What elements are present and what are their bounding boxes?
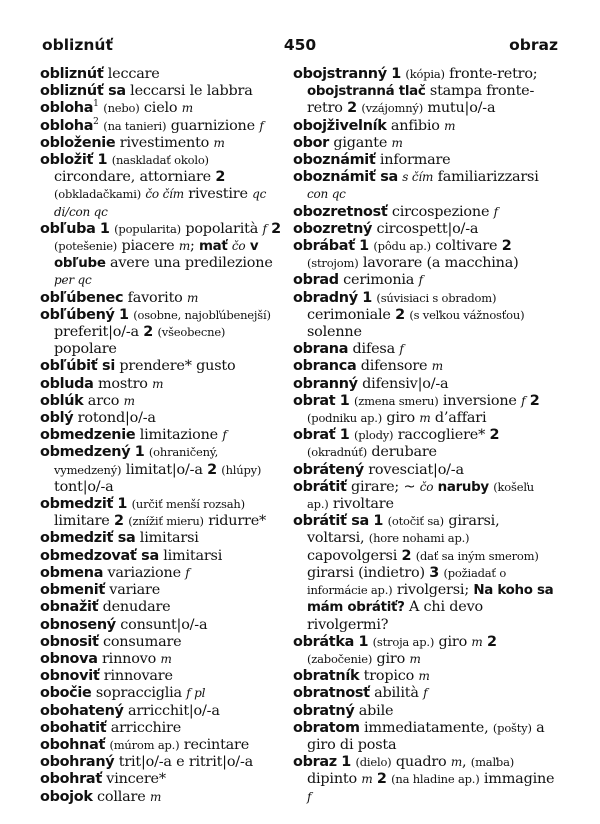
dictionary-entry	[40, 427, 288, 444]
entry-headword: obrátiť sa	[293, 513, 369, 530]
dictionary-entry	[40, 651, 288, 668]
entry-translation: rivestimento m	[115, 134, 225, 151]
entry-translation: anfibio m	[386, 117, 456, 134]
dictionary-entry	[40, 668, 288, 685]
entry-translation: limitazione f	[135, 427, 227, 444]
entry-translation: 1 (osobne, najobľúbenejší) preferit|o/-a 2 (všeobecne) popolare	[54, 306, 271, 358]
dictionary-entry	[293, 221, 555, 238]
guide-word-right: obraz	[509, 36, 558, 54]
entry-headword: obnoviť	[40, 668, 100, 685]
entry-translation: rinnovo m	[97, 650, 172, 667]
entry-translation: 1 (zmena smeru) inversione f 2 (podniku ap.) giro m d’affari	[307, 392, 540, 427]
entry-headword: obnosiť	[40, 633, 99, 650]
entry-headword: obohrať	[40, 771, 102, 788]
entry-headword: obojživelník	[293, 117, 387, 134]
entry-headword: obmena	[40, 564, 104, 581]
entry-translation: favorito m	[123, 289, 199, 306]
entry-translation: consunt|o/-a	[115, 616, 208, 633]
dictionary-entry	[40, 737, 288, 754]
entry-translation: consumare	[98, 633, 182, 650]
entry-headword: obnosený	[40, 616, 116, 633]
entry-translation: abilità f	[369, 685, 428, 702]
entry-translation: difensiv|o/-a	[357, 375, 449, 392]
entry-translation: (na tanieri) guarnizione f	[103, 117, 264, 134]
entry-headword: obojstranný	[293, 66, 387, 82]
entry-translation: vincere*	[101, 771, 166, 788]
dictionary-entry	[40, 393, 288, 410]
dictionary-entry	[40, 754, 288, 771]
dictionary-entry	[293, 634, 555, 668]
entry-translation: informare	[375, 152, 451, 169]
dictionary-entry	[293, 720, 555, 754]
dictionary-entry	[293, 118, 555, 135]
dictionary-entry	[40, 358, 288, 375]
entry-translation: trit|o/-a e ritrit|o/-a	[114, 754, 253, 771]
entry-translation: difensore m	[356, 358, 443, 375]
entry-headword: obmedziť sa	[40, 530, 136, 547]
entry-translation: leccarsi le labbra	[125, 83, 253, 100]
homonym-number: 1	[93, 99, 99, 110]
dictionary-entry	[40, 496, 288, 530]
dictionary-entry	[40, 617, 288, 634]
page-header	[40, 36, 560, 58]
left-column	[40, 66, 288, 806]
entry-translation: 1 (ohraničený, vymedzený) limitat|o/-a 2 (hlúpy) tont|o/-a	[54, 444, 262, 495]
dictionary-entry	[293, 238, 555, 272]
entry-headword: obliznúť sa	[40, 83, 126, 100]
entry-headword: obrat	[293, 392, 336, 409]
entry-headword: obor	[293, 134, 329, 151]
entry-translation: variazione f	[103, 564, 190, 581]
entry-translation: prendere* gusto	[114, 358, 236, 375]
entry-translation: leccare	[103, 66, 160, 82]
entry-translation: sopracciglia f pl	[91, 685, 206, 702]
dictionary-entry	[40, 118, 288, 135]
dictionary-entry	[293, 341, 555, 358]
entry-translation: 1 (súvisiaci s obradom) cerimoniale 2 (s veľkou vážnosťou) solenne	[307, 289, 525, 341]
entry-translation: 1 (otočiť sa) girarsi, voltarsi, (hore nohami ap.) capovolgersi 2 (dať sa iným smerom) girarsi (indietro) 3 (požiadať o informácie ap.) rivolgersi; Na koho sa mám obrátiť? A chi devo rivolgermi?	[307, 513, 554, 633]
dictionary-entry	[40, 565, 288, 582]
dictionary-entry	[293, 135, 555, 152]
dictionary-entry	[40, 290, 288, 307]
entry-headword: obľúbiť si	[40, 358, 115, 375]
dictionary-entry	[293, 152, 555, 169]
dictionary-entry	[293, 668, 555, 685]
dictionary-entry	[40, 100, 288, 117]
entry-translation: limitarsi	[158, 547, 223, 564]
entry-headword: obnova	[40, 650, 98, 667]
dictionary-entry	[40, 548, 288, 565]
dictionary-entry	[40, 685, 288, 702]
entry-headword: obohnať	[40, 736, 106, 753]
entry-headword: obratník	[293, 668, 360, 685]
entry-translation: (múrom ap.) recintare	[109, 736, 250, 753]
entry-translation: variare	[104, 582, 161, 599]
entry-headword: obohatiť	[40, 719, 107, 736]
entry-headword: obloženie	[40, 134, 116, 151]
entry-headword: obozretnosť	[293, 203, 388, 220]
dictionary-entry	[40, 444, 288, 496]
entry-headword: obrana	[293, 341, 349, 358]
dictionary-entry	[293, 513, 555, 633]
homonym-number: 2	[93, 116, 99, 127]
dictionary-entry	[40, 599, 288, 616]
dictionary-entry	[293, 290, 555, 342]
dictionary-entry	[40, 530, 288, 547]
dictionary-entry	[293, 376, 555, 393]
entry-headword: obmedzenie	[40, 427, 136, 444]
entry-headword: obrátiť	[293, 478, 347, 495]
dictionary-entry	[293, 393, 555, 427]
entry-headword: obranný	[293, 375, 358, 392]
entry-headword: obmedzený	[40, 444, 131, 461]
entry-headword: obľuba	[40, 220, 96, 237]
dictionary-entry	[293, 462, 555, 479]
dictionary-entry	[40, 789, 288, 806]
entry-headword: obrať	[293, 427, 336, 444]
page-number: 450	[283, 36, 317, 54]
entry-headword: oblý	[40, 410, 74, 427]
entry-headword: obľúbenec	[40, 289, 124, 306]
entry-headword: obluda	[40, 375, 94, 392]
entry-headword: obrátka	[293, 633, 355, 650]
dictionary-entry	[293, 685, 555, 702]
entry-translation: rinnovare	[99, 668, 173, 685]
entry-translation: arricchire	[106, 719, 182, 736]
entry-translation: s čím familiarizzarsi con qc	[307, 169, 539, 202]
entry-translation: limitarsi	[135, 530, 199, 547]
dictionary-entry	[40, 376, 288, 393]
entry-headword: obraz	[293, 754, 337, 771]
entry-translation: arricchit|o/-a	[123, 702, 220, 719]
entry-translation: 1 (určiť menší rozsah) limitare 2 (znížiť mieru) ridurre*	[54, 496, 267, 530]
entry-translation: difesa f	[348, 341, 404, 358]
entry-translation: arco m	[83, 392, 135, 409]
dictionary-entry	[40, 83, 288, 100]
dictionary-entry	[40, 135, 288, 152]
entry-headword: obratnosť	[293, 685, 370, 702]
dictionary-entry	[293, 427, 555, 461]
entry-translation: girare; ~ čo naruby (košeľu ap.) rivoltare	[307, 478, 535, 513]
entry-headword: obočie	[40, 685, 92, 702]
right-column	[293, 66, 555, 806]
dictionary-entry	[40, 221, 288, 290]
entry-headword: oboznámiť	[293, 152, 376, 169]
entry-translation: mostro m	[93, 375, 164, 392]
entry-headword: obnažiť	[40, 599, 99, 616]
entry-headword: obrátený	[293, 461, 364, 478]
entry-headword: obľúbený	[40, 306, 115, 323]
dictionary-entry	[293, 66, 555, 118]
entry-translation: rovesciat|o/-a	[363, 461, 464, 478]
entry-headword: oboznámiť sa	[293, 169, 398, 186]
entry-headword: obozretný	[293, 220, 373, 237]
entry-translation: (nebo) cielo m	[103, 100, 193, 117]
dictionary-entry	[293, 479, 555, 513]
entry-translation: cerimonia f	[338, 272, 423, 289]
entry-headword: obrad	[293, 272, 339, 289]
entry-translation: 1 (popularita) popolarità f 2 (potešenie) piacere m; mať čo v obľube avere una predilezione per qc	[54, 220, 281, 288]
dictionary-entry	[40, 582, 288, 599]
entry-headword: obloha	[40, 100, 94, 117]
dictionary-entry	[293, 169, 555, 203]
entry-headword: obrábať	[293, 238, 355, 255]
dictionary-entry	[40, 634, 288, 651]
dictionary-entry	[40, 410, 288, 427]
entry-translation: 1 (kópia) fronte-retro; obojstranná tlač stampa fronte-retro 2 (vzájomný) mutu|o/-a	[307, 66, 538, 117]
entry-headword: obmedziť	[40, 496, 114, 513]
entry-headword: obranca	[293, 358, 357, 375]
entry-translation: collare m	[92, 788, 162, 805]
entry-translation: denudare	[98, 599, 171, 616]
entry-translation: 1 (stroja ap.) giro m 2 (zabočenie) giro m	[307, 633, 497, 667]
entry-translation: circospezione f	[387, 203, 498, 220]
entry-translation: abile	[354, 702, 394, 719]
dictionary-entry	[293, 754, 555, 806]
entry-translation: immediatamente, (pošty) a giro di posta	[307, 719, 545, 753]
entry-translation: 1 (pôdu ap.) coltivare 2 (strojom) lavorare (a macchina)	[307, 238, 519, 272]
entry-headword: obohatený	[40, 702, 124, 719]
entry-headword: obohraný	[40, 754, 115, 771]
dictionary-entry	[293, 358, 555, 375]
dictionary-entry	[40, 152, 288, 221]
entry-headword: obratný	[293, 702, 355, 719]
entry-headword: oblúk	[40, 392, 84, 409]
entry-translation: 1 (plody) raccogliere* 2 (okradnúť) derubare	[307, 427, 500, 461]
entry-headword: obmeniť	[40, 582, 105, 599]
dictionary-entry	[40, 703, 288, 720]
entry-translation: tropico m	[359, 668, 430, 685]
entry-headword: obradný	[293, 289, 358, 306]
entry-translation: rotond|o/-a	[73, 410, 156, 427]
entry-translation: gigante m	[328, 134, 403, 151]
entry-headword: obmedzovať sa	[40, 547, 159, 564]
dictionary-entry	[40, 771, 288, 788]
dictionary-entry	[293, 204, 555, 221]
entry-headword: obojok	[40, 788, 93, 805]
entry-headword: obliznúť	[40, 66, 104, 82]
dictionary-entry	[40, 307, 288, 359]
dictionary-entry	[40, 66, 288, 83]
guide-word-left: obliznúť	[42, 36, 113, 54]
entry-headword: obloha	[40, 117, 94, 134]
dictionary-entry	[293, 272, 555, 289]
entry-headword: obložiť	[40, 152, 94, 169]
dictionary-entry	[40, 720, 288, 737]
dictionary-entry	[293, 703, 555, 720]
entry-translation: circospett|o/-a	[372, 220, 479, 237]
entry-headword: obratom	[293, 719, 360, 736]
entry-translation: 1 (naskladať okolo) circondare, attorniare 2 (obkladačkami) čo čím rivestire qc di/con qc	[54, 152, 267, 219]
entry-translation: 1 (dielo) quadro m, (maľba) dipinto m 2 (na hladine ap.) immagine f	[307, 754, 555, 804]
